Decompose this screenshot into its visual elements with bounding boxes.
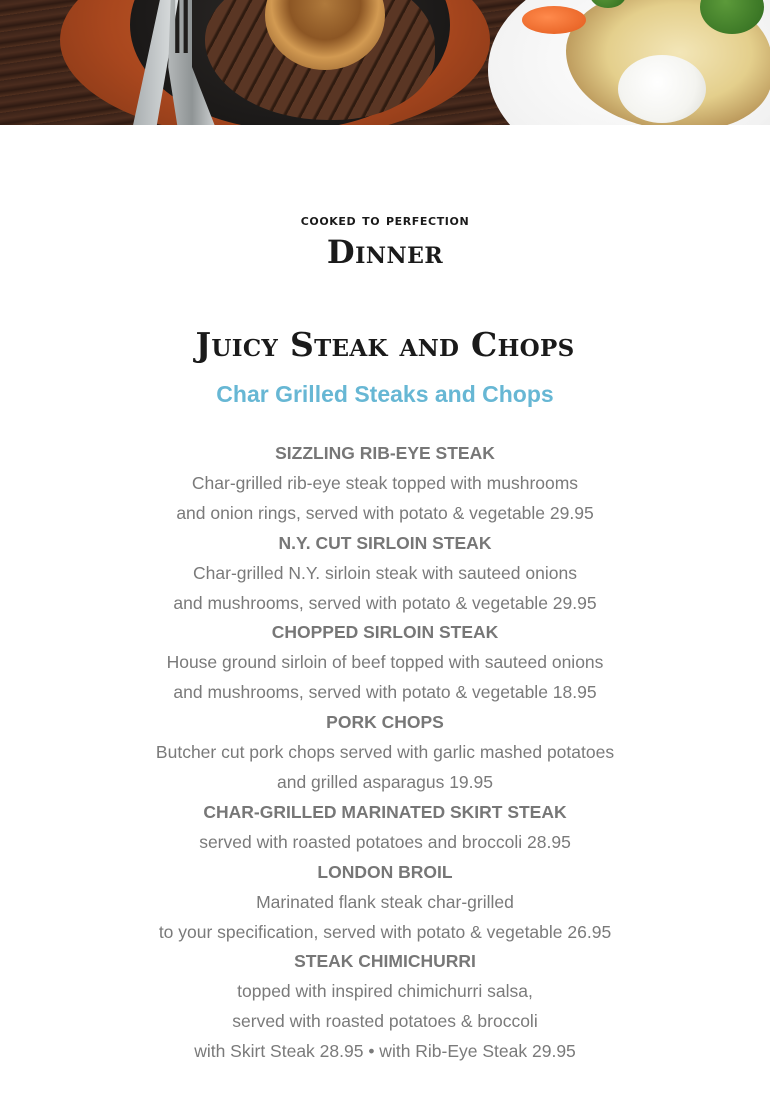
menu-item-description: House ground sirloin of beef topped with sauteed onions [166,652,604,673]
menu-item [0,708,770,798]
sour-cream-shape [618,55,706,123]
eyebrow-text: cooked to perfection [300,211,470,229]
menu-item [0,947,770,1067]
menu-item-description: Butcher cut pork chops served with garlic mashed potatoes [155,742,615,763]
menu-list [0,439,770,1067]
menu-item-description: served with roasted potatoes and broccoli 28.95 [199,831,571,852]
menu-item-description: with Skirt Steak 28.95 • with Rib-Eye Steak 29.95 [194,1041,576,1062]
menu-item-name: CHOPPED SIRLOIN STEAK [271,622,499,643]
menu-item-description: and grilled asparagus 19.95 [277,771,493,792]
menu-item-name: LONDON BROIL [317,861,453,882]
section-subtitle: Char Grilled Steaks and Chops [216,381,554,407]
menu-item-name: PORK CHOPS [326,712,444,733]
hero-image [0,0,770,125]
menu-item-name: CHAR-GRILLED MARINATED SKIRT STEAK [203,801,567,822]
page-title: Dinner [326,233,444,271]
menu-item-description: to your specification, served with potato & vegetable 26.95 [158,921,612,942]
menu-item-description: topped with inspired chimichurri salsa, [237,981,533,1002]
menu-item-description: and mushrooms, served with potato & vegetable 18.95 [173,682,597,703]
menu-item-description: Char-grilled rib-eye steak topped with mushrooms [191,472,579,493]
menu-item-description: and onion rings, served with potato & vegetable 29.95 [176,502,594,523]
menu-item-description: and mushrooms, served with potato & vegetable 29.95 [173,592,597,613]
menu-item [0,798,770,858]
menu-item-description: Marinated flank steak char-grilled [256,891,514,912]
menu-item [0,529,770,619]
carrot-shape [522,6,586,34]
section-title: Juicy Steak and Chops [195,325,575,364]
menu-item [0,439,770,529]
menu-item-description: served with roasted potatoes & broccoli [232,1011,538,1032]
menu-item-name: SIZZLING RIB-EYE STEAK [275,443,495,463]
menu-item [0,618,770,708]
menu-item-name: STEAK CHIMICHURRI [294,951,476,972]
menu-item-name: N.Y. CUT SIRLOIN STEAK [278,532,492,553]
menu-item [0,858,770,948]
menu-item-description: Char-grilled N.Y. sirloin steak with sauteed onions [193,562,577,583]
